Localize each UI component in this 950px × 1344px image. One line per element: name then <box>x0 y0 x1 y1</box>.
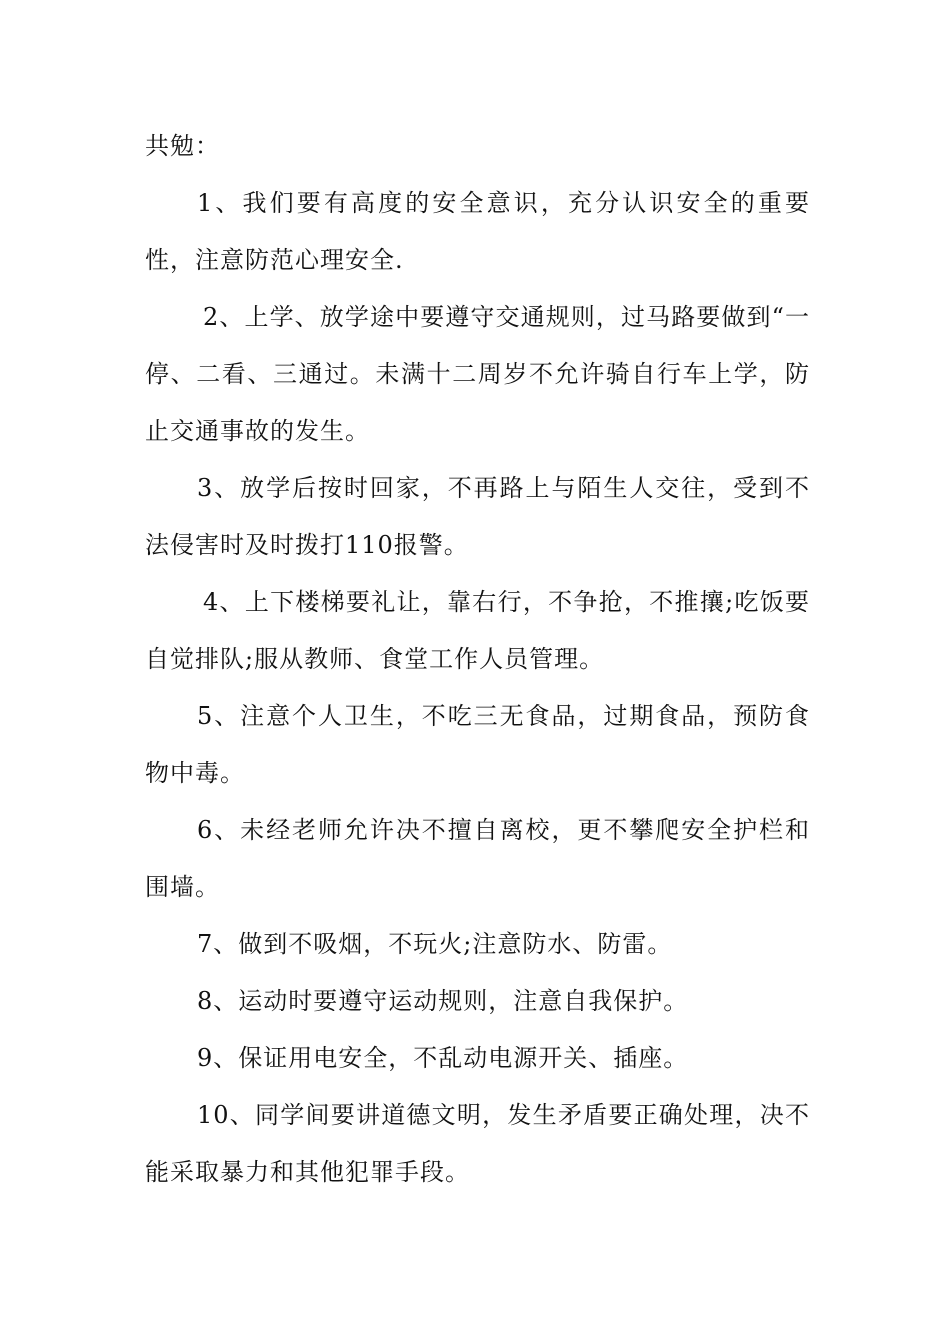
item-3: 3、放学后按时回家，不再路上与陌生人交往，受到不法侵害时及时拨打110报警。 <box>145 474 810 559</box>
item-6: 6、未经老师允许决不擅自离校，更不攀爬安全护栏和围墙。 <box>145 816 810 901</box>
item-4: 4、上下楼梯要礼让，靠右行，不争抢，不推攘;吃饭要自觉排队;服从教师、食堂工作人员管理。 <box>145 588 810 673</box>
item-2: 2、上学、放学途中要遵守交通规则，过马路要做到“一停、二看、三通过。未满十二周岁不允许骑自行车上学，防止交通事故的发生。 <box>145 303 810 445</box>
item-5: 5、注意个人卫生，不吃三无食品，过期食品，预防食物中毒。 <box>145 702 810 787</box>
item-1: 1、我们要有高度的安全意识，充分认识安全的重要性，注意防范心理安全. <box>145 189 810 274</box>
item-7: 7、做到不吸烟，不玩火;注意防水、防雷。 <box>197 930 673 958</box>
item-9: 9、保证用电安全，不乱动电源开关、插座。 <box>197 1044 689 1072</box>
item-10: 10、同学间要讲道德文明，发生矛盾要正确处理，决不能采取暴力和其他犯罪手段。 <box>145 1101 810 1186</box>
greeting-line: 共勉： <box>145 132 220 160</box>
document-body <box>145 118 810 1201</box>
item-8: 8、运动时要遵守运动规则，注意自我保护。 <box>197 987 689 1015</box>
